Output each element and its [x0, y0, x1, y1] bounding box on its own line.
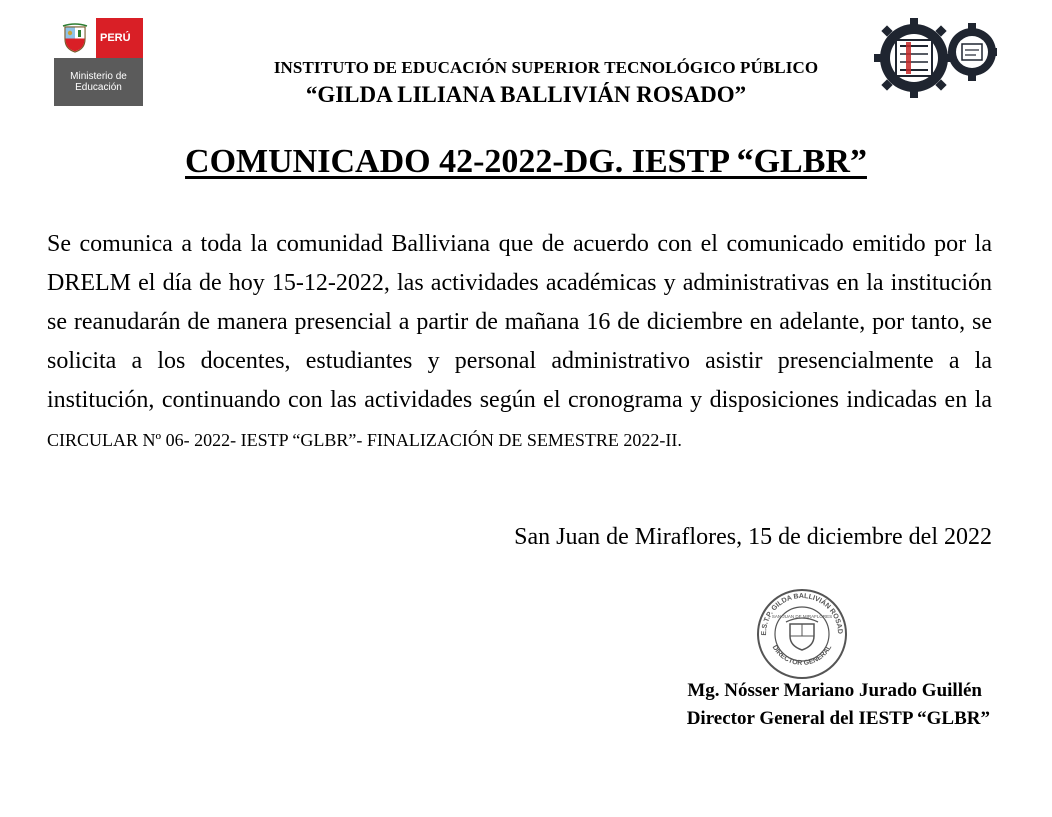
director-seal [752, 584, 852, 680]
seal-sub-text: SAN JUAN DE MIRAFLORES [771, 614, 833, 619]
institute-name-line1: INSTITUTO DE EDUCACIÓN SUPERIOR TECNOLÓGICO PÚBLICO [273, 58, 819, 77]
svg-text:DIRECTOR GENERAL [771, 644, 834, 667]
institute-name-line2: “GILDA LILIANA BALLIVIÁN ROSADO” [305, 82, 747, 107]
ministry-country: PERÚ [96, 18, 143, 58]
seal-bottom-text: DIRECTOR GENERAL [770, 644, 834, 668]
date-line: San Juan de Miraflores, 15 de diciembre del 2022 [514, 524, 992, 550]
body-main-text: Se comunica a toda la comunidad Balliviana que de acuerdo con el comunicado emitido por la DRELM el día de hoy 15-12-2022, las actividades académicas y administrativas en la institución se reanudarán de manera presencial a partir de mañana 16 de diciembre en adelante, por tanto, se solicita a los docentes, estudiantes y personal administrativo asistir presencialmente a la institución, continuando con las actividades según el cronograma y disposiciones indicadas en la [47, 231, 992, 413]
document-title: COMUNICADO 42-2022-DG. IESTP “GLBR” [185, 143, 867, 180]
ministry-name-line2: Educación [75, 82, 122, 93]
seal-text: E.S.T.P. GILDA BALLIVIÁN ROSAD [760, 592, 844, 636]
peru-shield-icon [786, 618, 818, 650]
signatory-role: Director General del IESTP “GLBR” [686, 708, 990, 729]
signatory-name: Mg. Nósser Mariano Jurado Guillén [687, 680, 982, 701]
circular-reference: CIRCULAR Nº 06- 2022- IESTP “GLBR”- FINALIZACIÓN DE SEMESTRE 2022-II. [47, 430, 682, 450]
document-body [47, 225, 992, 460]
ministry-name-line1: Ministerio de [70, 71, 127, 82]
peru-crest-icon [54, 18, 96, 58]
